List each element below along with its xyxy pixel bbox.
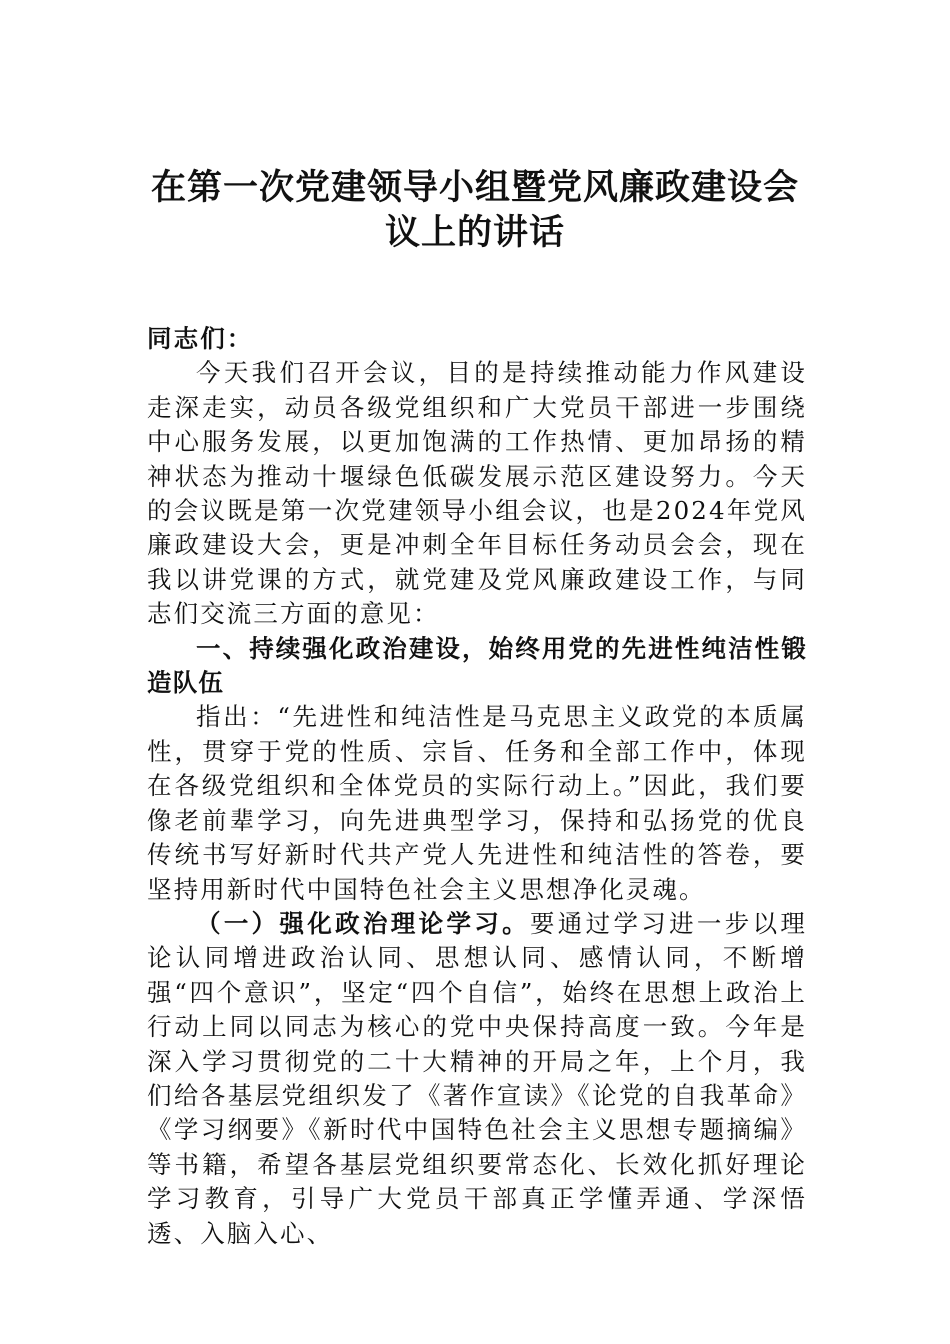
- paragraph-subsection-1: [147, 907, 807, 1251]
- document-title-line-2: 议上的讲话: [384, 213, 565, 253]
- document-body: [147, 322, 807, 1251]
- paragraph-opening: 今天我们召开会议，目的是持续推动能力作风建设走深走实，动员各级党组织和广大党员干部进一步围绕中心服务发展，以更加饱满的工作热情、更加昂扬的精神状态为推动十堰绿色低碳发展示范区建设努力。今天的会议既是第一次党建领导小组会议，也是2024年党风廉政建设大会，更是冲刺全年目标任务动员会会，现在我以讲党课的方式，就党建及党风廉政建设工作，与同志们交流三方面的意见：: [147, 358, 807, 629]
- subsection-1-text: 要通过学习进一步以理论认同增进政治认同、思想认同、感情认同，不断增强“四个意识”，坚定“四个自信”，始终在思想上政治上行动上同以同志为核心的党中央保持高度一致。今年是深入学习贯彻党的二十大精神的开局之年，上个月，我们给各基层党组织发了《著作宣读》《论党的自我革命》《学习纲要》《新时代中国特色社会主义思想专题摘编》等书籍，希望各基层党组织要常态化、长效化抓好理论学习教育，引导广大党员干部真正学懂弄通、学深悟透、入脑入心、: [147, 908, 808, 1248]
- paragraph-section-1: 指出：“先进性和纯洁性是马克思主义政党的本质属性，贯穿于党的性质、宗旨、任务和全部工作中，体现在各级党组织和全体党员的实际行动上。”因此，我们要像老前辈学习，向先进典型学习，保持和弘扬党的优良传统书写好新时代共产党人先进性和纯洁性的答卷，要坚持用新时代中国特色社会主义思想净化灵魂。: [147, 702, 807, 904]
- document-title-line-1: 在第一次党建领导小组暨党风廉政建设会: [150, 168, 799, 208]
- subsection-heading-1: （一）强化政治理论学习。: [196, 908, 530, 938]
- section-heading-1: 一、持续强化政治建设，始终用党的先进性纯洁性锻造队伍: [147, 633, 807, 698]
- greeting: 同志们：: [147, 324, 254, 353]
